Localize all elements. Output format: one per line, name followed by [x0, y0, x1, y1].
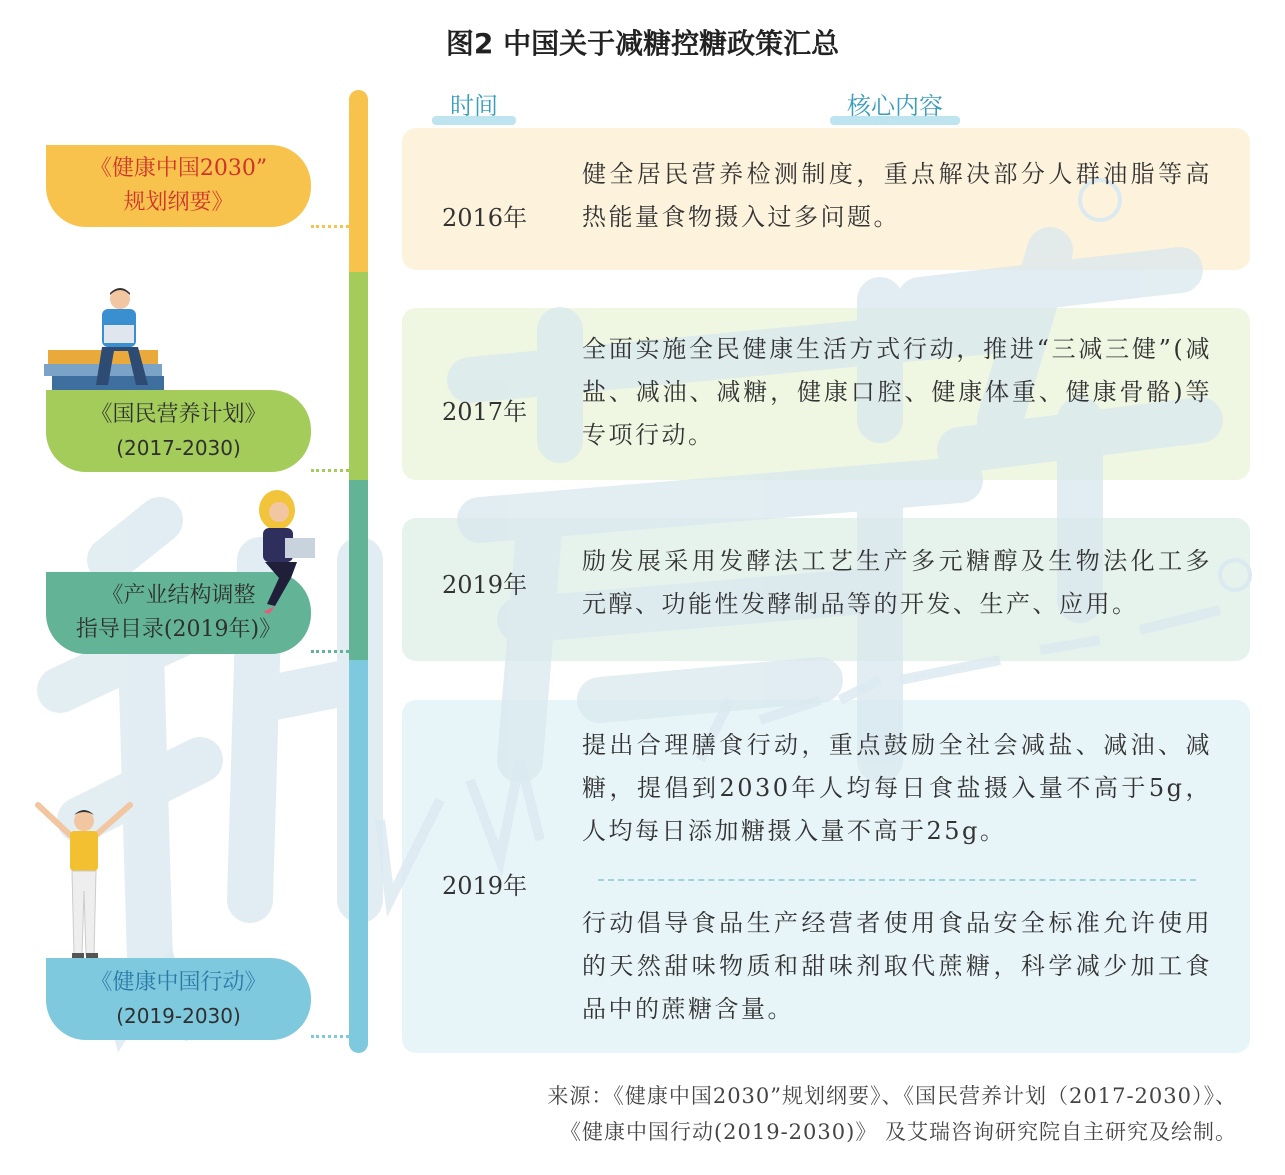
source-note: 来源：《健康中国2030”规划纲要》、《国民营养计划（2017-2030）》、 《健康中国行动(2019-2030)》 及艾瑞咨询研究院自主研究及绘制。 — [547, 1084, 1237, 1144]
policy-tag-healthy-china-2030: 《健康中国2030” 规划纲要》 — [46, 145, 311, 227]
timeline-segment-green — [349, 272, 368, 480]
man-with-laptop-illustration — [40, 285, 180, 395]
man-arms-raised-illustration — [30, 795, 140, 965]
content-2019a: 励发展采用发酵法工艺生产多元糖醇及生物法化工多元醇、功能性发酵制品等的开发、生产、应用。 — [582, 547, 1212, 618]
year-2017: 2017年 — [442, 398, 528, 426]
woman-with-laptop-illustration — [235, 488, 330, 618]
connector-4 — [311, 1035, 349, 1038]
content-2019b-part2: 行动倡导食品生产经营者使用食品安全标准允许使用的天然甜味物质和甜味剂取代蔗糖，科学减少加工食品中的蔗糖含量。 — [582, 909, 1212, 1023]
column-header-content: 核心内容 — [840, 86, 950, 121]
year-2019b: 2019年 — [442, 872, 528, 900]
connector-3 — [311, 650, 349, 653]
content-2019b-part1: 提出合理膳食行动，重点鼓励全社会减盐、减油、减糖，提倡到2030年人均每日食盐摄入量不高于5g，人均每日添加糖摄入量不高于25g。 — [582, 731, 1212, 845]
year-2019a: 2019年 — [442, 571, 528, 599]
connector-2 — [311, 469, 349, 472]
year-2016: 2016年 — [442, 204, 528, 232]
content-2017: 全面实施全民健康生活方式行动，推进“三减三健”(减盐、减油、减糖，健康口腔、健康体重、健康骨骼)等专项行动。 — [582, 335, 1212, 449]
policy-tag-national-nutrition-plan: 《国民营养计划》 (2017-2030) — [46, 390, 311, 472]
column-header-time: 时间 — [442, 86, 506, 121]
timeline-segment-teal — [349, 480, 368, 660]
policy-tag-healthy-china-action: 《健康中国行动》 (2019-2030) — [46, 958, 311, 1040]
timeline-segment-yellow — [349, 90, 368, 272]
figure-title: 图2 中国关于减糖控糖政策汇总 — [445, 27, 840, 60]
content-divider — [598, 879, 1196, 881]
policy-tag-industrial-structure-catalog: 《产业结构调整 指导目录(2019年)》 — [46, 572, 311, 654]
timeline-segment-blue — [349, 660, 368, 1053]
content-2016: 健全居民营养检测制度，重点解决部分人群油脂等高热能量食物摄入过多问题。 — [582, 160, 1212, 231]
connector-1 — [311, 225, 349, 228]
